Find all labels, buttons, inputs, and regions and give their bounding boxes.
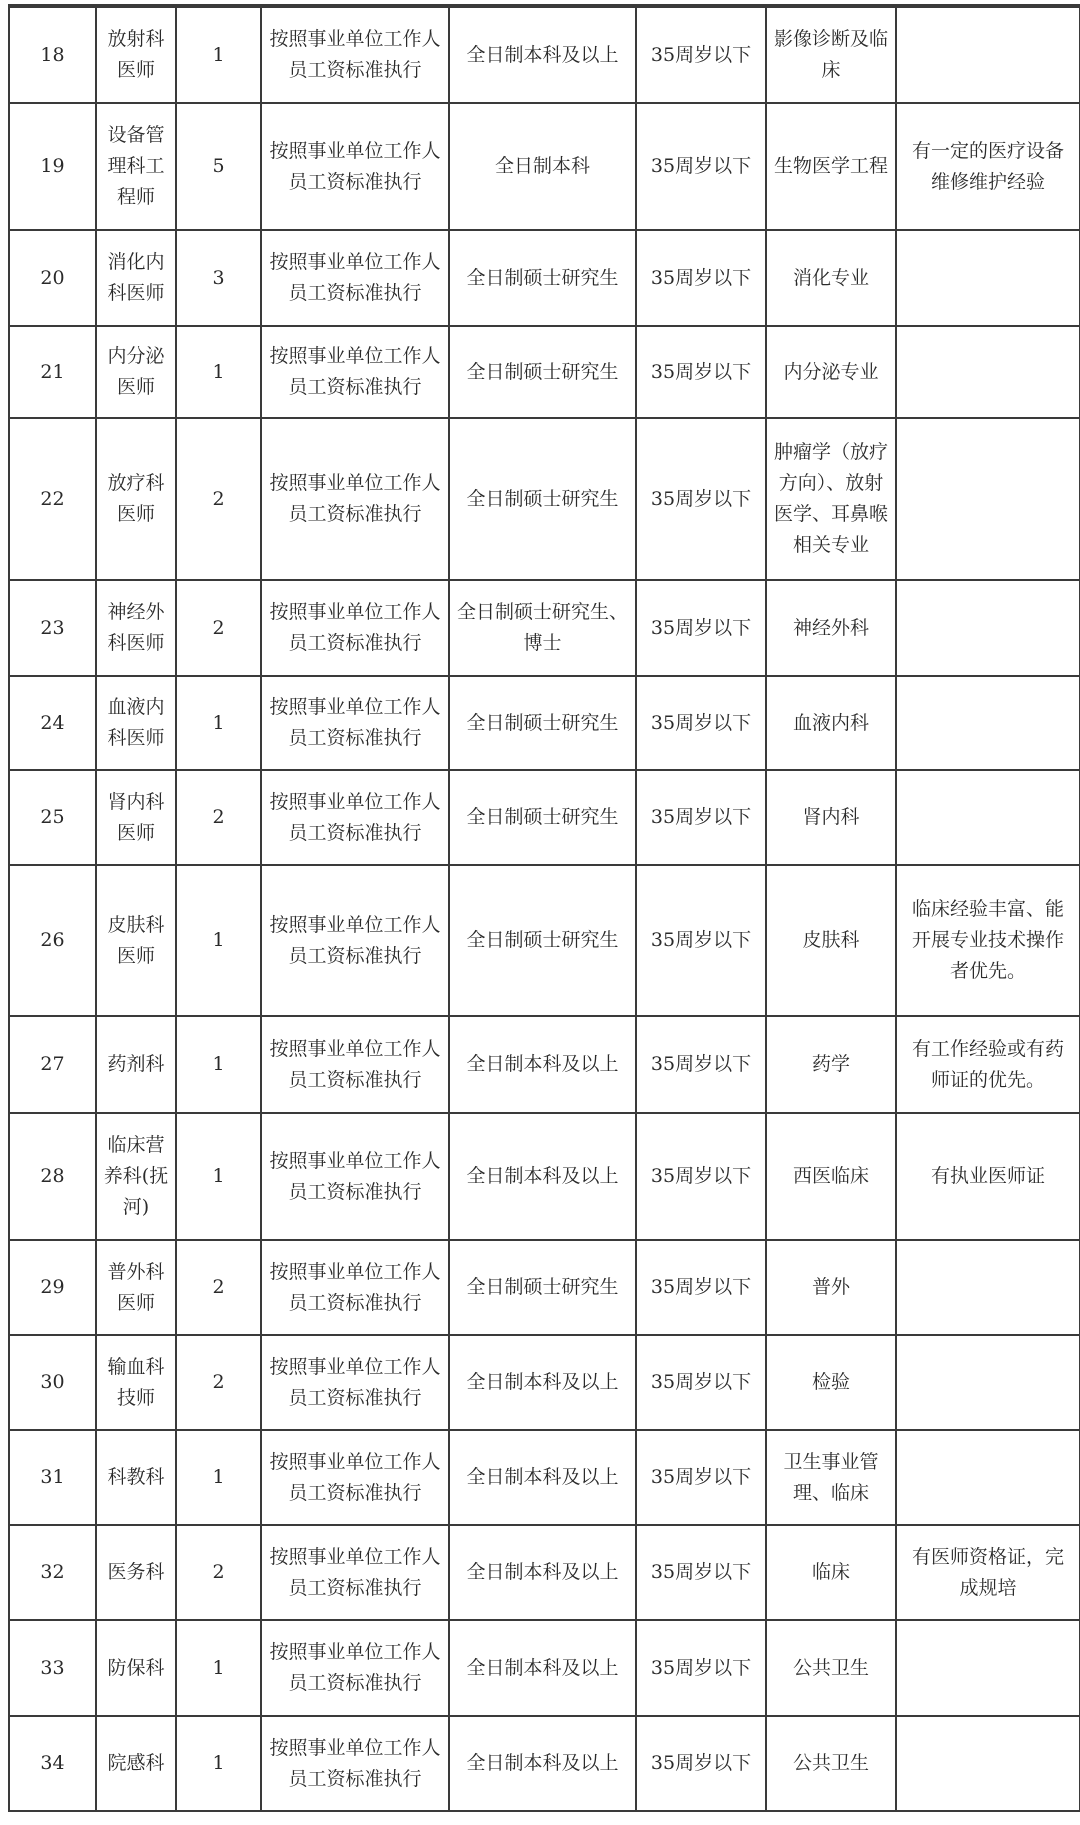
cell-education: 全日制本科及以上 — [449, 1620, 636, 1716]
cell-count: 1 — [176, 865, 261, 1016]
cell-age: 35周岁以下 — [636, 1430, 766, 1525]
cell-major: 肿瘤学（放疗方向）、放射医学、耳鼻喉相关专业 — [766, 418, 896, 580]
table-row — [9, 676, 1080, 770]
cell-position: 放疗科医师 — [96, 418, 176, 580]
cell-salary: 按照事业单位工作人员工资标准执行 — [261, 1113, 449, 1240]
cell-other-requirements — [896, 230, 1080, 326]
cell-other-requirements: 临床经验丰富、能开展专业技术操作者优先。 — [896, 865, 1080, 1016]
cell-position: 神经外科医师 — [96, 580, 176, 676]
cell-count: 2 — [176, 580, 261, 676]
cell-position: 防保科 — [96, 1620, 176, 1716]
cell-age: 35周岁以下 — [636, 7, 766, 103]
table-row — [9, 230, 1080, 326]
cell-number: 26 — [9, 865, 96, 1016]
cell-number: 23 — [9, 580, 96, 676]
cell-salary: 按照事业单位工作人员工资标准执行 — [261, 7, 449, 103]
cell-major: 皮肤科 — [766, 865, 896, 1016]
cell-count: 1 — [176, 1016, 261, 1113]
table-row — [9, 580, 1080, 676]
cell-count: 2 — [176, 418, 261, 580]
cell-age: 35周岁以下 — [636, 230, 766, 326]
table-row — [9, 1335, 1080, 1430]
cell-age: 35周岁以下 — [636, 1620, 766, 1716]
cell-count: 1 — [176, 676, 261, 770]
cell-education: 全日制本科 — [449, 103, 636, 230]
cell-number: 18 — [9, 7, 96, 103]
cell-major: 内分泌专业 — [766, 326, 896, 418]
cell-position: 肾内科医师 — [96, 770, 176, 865]
table-row — [9, 1240, 1080, 1335]
cell-salary: 按照事业单位工作人员工资标准执行 — [261, 865, 449, 1016]
cell-education: 全日制本科及以上 — [449, 1430, 636, 1525]
cell-number: 29 — [9, 1240, 96, 1335]
cell-number: 28 — [9, 1113, 96, 1240]
cell-education: 全日制硕士研究生 — [449, 770, 636, 865]
cell-education: 全日制硕士研究生 — [449, 676, 636, 770]
cell-other-requirements: 有医师资格证，完成规培 — [896, 1525, 1080, 1620]
cell-education: 全日制本科及以上 — [449, 1016, 636, 1113]
cell-salary: 按照事业单位工作人员工资标准执行 — [261, 580, 449, 676]
cell-number: 34 — [9, 1716, 96, 1811]
cell-education: 全日制本科及以上 — [449, 1525, 636, 1620]
cell-age: 35周岁以下 — [636, 326, 766, 418]
cell-other-requirements — [896, 676, 1080, 770]
cell-count: 2 — [176, 1335, 261, 1430]
cell-position: 放射科医师 — [96, 7, 176, 103]
cell-salary: 按照事业单位工作人员工资标准执行 — [261, 770, 449, 865]
cell-major: 卫生事业管理、临床 — [766, 1430, 896, 1525]
cell-major: 血液内科 — [766, 676, 896, 770]
cell-education: 全日制硕士研究生 — [449, 865, 636, 1016]
cell-age: 35周岁以下 — [636, 1240, 766, 1335]
cell-salary: 按照事业单位工作人员工资标准执行 — [261, 103, 449, 230]
cell-other-requirements: 有一定的医疗设备维修维护经验 — [896, 103, 1080, 230]
cell-position: 药剂科 — [96, 1016, 176, 1113]
cell-number: 27 — [9, 1016, 96, 1113]
cell-number: 32 — [9, 1525, 96, 1620]
cell-salary: 按照事业单位工作人员工资标准执行 — [261, 1716, 449, 1811]
cell-salary: 按照事业单位工作人员工资标准执行 — [261, 1620, 449, 1716]
recruitment-table — [8, 4, 1080, 1812]
cell-position: 皮肤科医师 — [96, 865, 176, 1016]
cell-other-requirements — [896, 1430, 1080, 1525]
cell-position: 设备管理科工程师 — [96, 103, 176, 230]
cell-count: 1 — [176, 326, 261, 418]
cell-major: 普外 — [766, 1240, 896, 1335]
cell-other-requirements — [896, 770, 1080, 865]
cell-number: 24 — [9, 676, 96, 770]
cell-age: 35周岁以下 — [636, 676, 766, 770]
table-row — [9, 1620, 1080, 1716]
cell-salary: 按照事业单位工作人员工资标准执行 — [261, 1240, 449, 1335]
cell-number: 20 — [9, 230, 96, 326]
cell-age: 35周岁以下 — [636, 1113, 766, 1240]
cell-age: 35周岁以下 — [636, 1716, 766, 1811]
cell-education: 全日制硕士研究生 — [449, 326, 636, 418]
table-row — [9, 418, 1080, 580]
cell-salary: 按照事业单位工作人员工资标准执行 — [261, 418, 449, 580]
cell-other-requirements — [896, 580, 1080, 676]
table-row — [9, 1113, 1080, 1240]
cell-major: 检验 — [766, 1335, 896, 1430]
cell-count: 1 — [176, 1716, 261, 1811]
cell-major: 神经外科 — [766, 580, 896, 676]
cell-age: 35周岁以下 — [636, 580, 766, 676]
table-row — [9, 1716, 1080, 1811]
cell-count: 2 — [176, 1525, 261, 1620]
cell-position: 科教科 — [96, 1430, 176, 1525]
table-row — [9, 770, 1080, 865]
cell-major: 生物医学工程 — [766, 103, 896, 230]
cell-education: 全日制硕士研究生 — [449, 230, 636, 326]
cell-other-requirements — [896, 326, 1080, 418]
table-row — [9, 326, 1080, 418]
cell-major: 消化专业 — [766, 230, 896, 326]
cell-major: 影像诊断及临床 — [766, 7, 896, 103]
cell-other-requirements — [896, 1240, 1080, 1335]
cell-count: 1 — [176, 1430, 261, 1525]
cell-other-requirements — [896, 1716, 1080, 1811]
table-row — [9, 1525, 1080, 1620]
cell-position: 血液内科医师 — [96, 676, 176, 770]
cell-count: 3 — [176, 230, 261, 326]
cell-age: 35周岁以下 — [636, 1525, 766, 1620]
cell-other-requirements — [896, 418, 1080, 580]
table-body — [9, 5, 1080, 1811]
cell-education: 全日制硕士研究生 — [449, 1240, 636, 1335]
cell-number: 33 — [9, 1620, 96, 1716]
cell-salary: 按照事业单位工作人员工资标准执行 — [261, 1335, 449, 1430]
cell-count: 1 — [176, 7, 261, 103]
cell-education: 全日制本科及以上 — [449, 1716, 636, 1811]
cell-position: 内分泌医师 — [96, 326, 176, 418]
cell-position: 输血科技师 — [96, 1335, 176, 1430]
cell-number: 19 — [9, 103, 96, 230]
cell-major: 公共卫生 — [766, 1620, 896, 1716]
cell-salary: 按照事业单位工作人员工资标准执行 — [261, 326, 449, 418]
cell-count: 5 — [176, 103, 261, 230]
cell-number: 25 — [9, 770, 96, 865]
cell-position: 普外科医师 — [96, 1240, 176, 1335]
cell-major: 公共卫生 — [766, 1716, 896, 1811]
cell-other-requirements — [896, 1335, 1080, 1430]
cell-position: 医务科 — [96, 1525, 176, 1620]
cell-number: 22 — [9, 418, 96, 580]
table-row — [9, 7, 1080, 103]
cell-other-requirements — [896, 7, 1080, 103]
table-row — [9, 103, 1080, 230]
cell-number: 31 — [9, 1430, 96, 1525]
cell-other-requirements: 有执业医师证 — [896, 1113, 1080, 1240]
cell-count: 1 — [176, 1113, 261, 1240]
cell-education: 全日制本科及以上 — [449, 1335, 636, 1430]
cell-count: 2 — [176, 1240, 261, 1335]
cell-number: 21 — [9, 326, 96, 418]
cell-age: 35周岁以下 — [636, 103, 766, 230]
cell-other-requirements: 有工作经验或有药师证的优先。 — [896, 1016, 1080, 1113]
cell-count: 2 — [176, 770, 261, 865]
cell-number: 30 — [9, 1335, 96, 1430]
cell-major: 肾内科 — [766, 770, 896, 865]
cell-salary: 按照事业单位工作人员工资标准执行 — [261, 1016, 449, 1113]
cell-position: 院感科 — [96, 1716, 176, 1811]
table-row — [9, 865, 1080, 1016]
cell-age: 35周岁以下 — [636, 1335, 766, 1430]
cell-salary: 按照事业单位工作人员工资标准执行 — [261, 1430, 449, 1525]
cell-salary: 按照事业单位工作人员工资标准执行 — [261, 676, 449, 770]
cell-count: 1 — [176, 1620, 261, 1716]
cell-position: 临床营养科(抚河) — [96, 1113, 176, 1240]
cell-education: 全日制本科及以上 — [449, 1113, 636, 1240]
cell-education: 全日制本科及以上 — [449, 7, 636, 103]
cell-salary: 按照事业单位工作人员工资标准执行 — [261, 230, 449, 326]
cell-major: 临床 — [766, 1525, 896, 1620]
cell-education: 全日制硕士研究生、博士 — [449, 580, 636, 676]
cell-salary: 按照事业单位工作人员工资标准执行 — [261, 1525, 449, 1620]
cell-major: 西医临床 — [766, 1113, 896, 1240]
table-row — [9, 1430, 1080, 1525]
cell-age: 35周岁以下 — [636, 770, 766, 865]
cell-position: 消化内科医师 — [96, 230, 176, 326]
cell-age: 35周岁以下 — [636, 418, 766, 580]
cell-education: 全日制硕士研究生 — [449, 418, 636, 580]
cell-other-requirements — [896, 1620, 1080, 1716]
table-row — [9, 1016, 1080, 1113]
cell-age: 35周岁以下 — [636, 865, 766, 1016]
cell-major: 药学 — [766, 1016, 896, 1113]
cell-age: 35周岁以下 — [636, 1016, 766, 1113]
